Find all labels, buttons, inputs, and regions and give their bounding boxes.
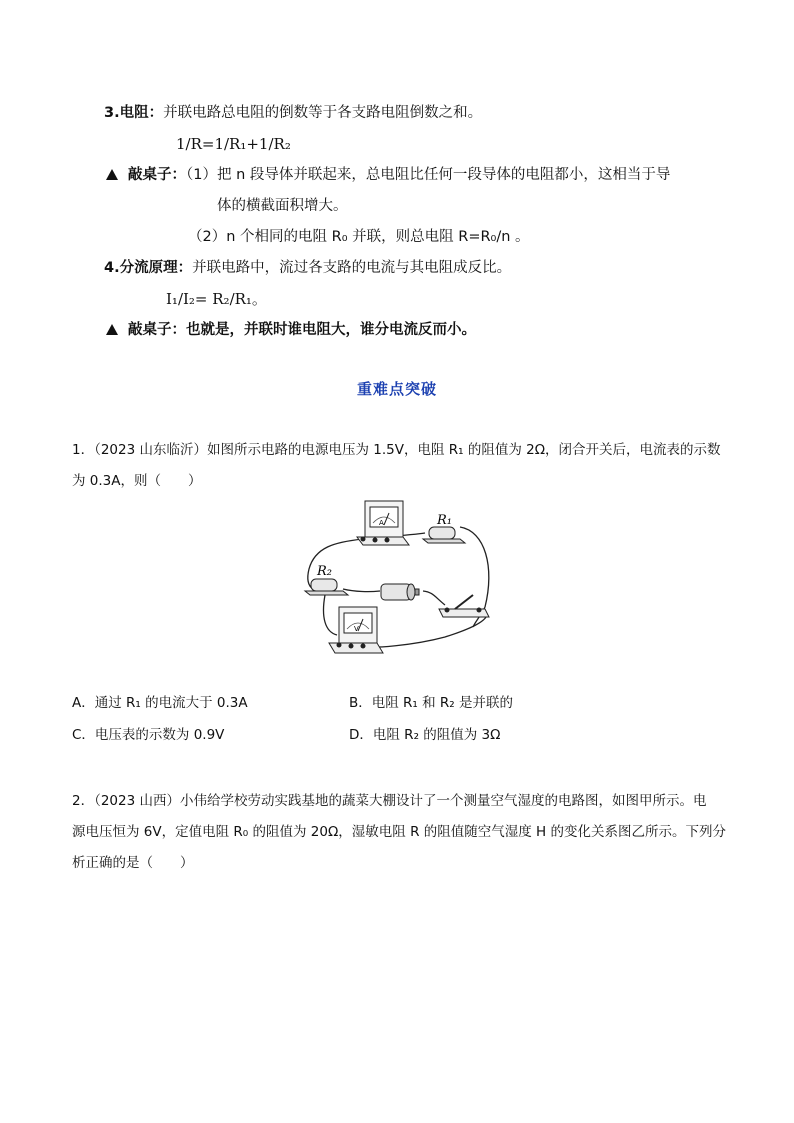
q2-line-2: 源电压恒为 6V，定值电阻 R₀ 的阻值为 20Ω，湿敏电阻 R 的阻值随空气湿度 H 的变化关系图乙所示。下列分 (72, 824, 726, 840)
tip-1-item-1-cont: 体的横截面积增大。 (217, 198, 348, 214)
voltmeter-icon (329, 607, 383, 653)
section-4-label: 4.分流原理： (104, 260, 193, 276)
section-4-text: 并联电路中，流过各支路的电流与其电阻成反比。 (192, 260, 512, 276)
q2-line-1: 2．（2023 山西）小伟给学校劳动实践基地的蔬菜大棚设计了一个测量空气湿度的电路图，如图甲所示。电 (72, 793, 707, 809)
q1-line-2: 为 0.3A，则（ ） (72, 473, 202, 489)
circuit-figure (295, 497, 495, 667)
q2-line-3: 析正确的是（ ） (72, 855, 194, 871)
section-4-line (104, 258, 511, 278)
triangle-icon (106, 169, 118, 180)
tip-2-line (106, 320, 476, 340)
voltmeter-label: V (354, 625, 359, 633)
section-3-label: 3.电阻： (104, 105, 164, 121)
section-heading: 重难点突破 (356, 380, 437, 398)
tip-2-text: 也就是，并联时谁电阻大，谁分电流反而小。 (186, 322, 476, 338)
battery-icon (381, 584, 419, 600)
q1-option-b: B．电阻 R₁ 和 R₂ 是并联的 (349, 695, 514, 711)
switch-icon (439, 595, 489, 617)
r2-label: R₂ (317, 564, 332, 579)
tip-2-label: 敲桌子： (128, 322, 186, 338)
section-4-formula: I₁/I₂= R₂/R₁。 (166, 290, 267, 308)
tip-1-item-1: （1）把 n 段导体并联起来，总电阻比任何一段导体的电阻都小，这相当于导 (186, 167, 671, 183)
triangle-icon (106, 324, 118, 335)
q1-line-1: 1．（2023 山东临沂）如图所示电路的电源电压为 1.5V，电阻 R₁ 的阻值为 2Ω，闭合开关后，电流表的示数 (72, 442, 721, 458)
section-3-text: 并联电路总电阻的倒数等于各支路电阻倒数之和。 (163, 105, 483, 121)
ammeter-icon (357, 501, 409, 545)
resistor-r2-icon (305, 564, 348, 595)
section-3-formula: 1/R=1/R₁+1/R₂ (176, 135, 291, 153)
section-3-line (104, 103, 482, 123)
resistor-r1-icon (423, 513, 465, 543)
q1-option-c: C．电压表的示数为 0.9V (72, 727, 225, 743)
tip-1-line-1 (106, 165, 670, 185)
ammeter-label: A (379, 519, 384, 527)
tip-1-item-2: （2）n 个相同的电阻 R₀ 并联，则总电阻 R=R₀/n 。 (188, 229, 530, 245)
q1-option-d: D．电阻 R₂ 的阻值为 3Ω (349, 727, 501, 743)
tip-1-label: 敲桌子： (128, 167, 186, 183)
q1-option-a: A．通过 R₁ 的电流大于 0.3A (72, 695, 248, 711)
r1-label: R₁ (437, 513, 452, 528)
